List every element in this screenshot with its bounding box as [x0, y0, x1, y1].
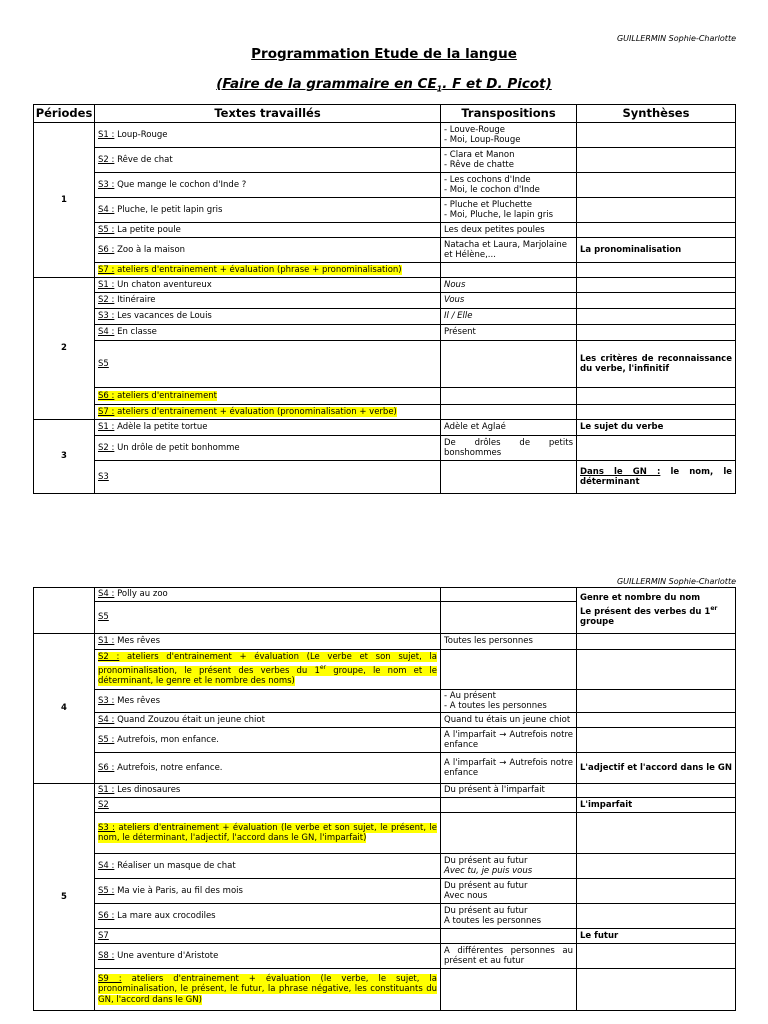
transposition-cell: [441, 813, 577, 854]
synthese-cell: Le sujet du verbe: [577, 420, 736, 436]
text-cell: S4 : Pluche, le petit lapin gris: [95, 198, 441, 223]
transposition-cell: Toutes les personnes: [441, 634, 577, 650]
transposition-cell: Du présent au futur Avec nous: [441, 879, 577, 904]
program-table-page-1: [33, 104, 736, 494]
text-cell: S2: [95, 798, 441, 813]
synthese-cell: [577, 123, 736, 148]
transposition-cell: Il / Elle: [441, 309, 577, 325]
text-cell: S8 : Une aventure d'Aristote: [95, 944, 441, 969]
text-cell: S1 : Adèle la petite tortue: [95, 420, 441, 436]
period-number: 2: [34, 278, 95, 420]
table-row: [34, 173, 736, 198]
text-cell: S6 : ateliers d'entrainement: [95, 388, 441, 405]
synthese-cell: [577, 325, 736, 341]
synthese-cell: La pronominalisation: [577, 238, 736, 263]
transposition-cell: Du présent au futur A toutes les personnes: [441, 904, 577, 929]
table-row: [34, 223, 736, 238]
table-row: [34, 854, 736, 879]
transposition-cell: Quand tu étais un jeune chiot: [441, 713, 577, 728]
synthese-cell: [577, 879, 736, 904]
table-row: [34, 148, 736, 173]
synthese-cell: Le futur: [577, 929, 736, 944]
synthese-cell: [577, 634, 736, 650]
table-row: [34, 278, 736, 293]
text-cell: S1 : Mes rêves: [95, 634, 441, 650]
synthese-cell: [577, 728, 736, 753]
synthese-cell: [577, 904, 736, 929]
transposition-cell: - Au présent - A toutes les personnes: [441, 690, 577, 713]
text-cell: S5 : Autrefois, mon enfance.: [95, 728, 441, 753]
transposition-cell: Du présent au futur Avec tu, je puis vous: [441, 854, 577, 879]
document-subtitle: (Faire de la grammaire en $CE_1$. F et D. Picot): [216, 76, 552, 94]
transposition-cell: A l'imparfait → Autrefois notre enfance: [441, 728, 577, 753]
header-textes: Textes travaillés: [95, 105, 441, 123]
transposition-cell: [441, 388, 577, 405]
text-cell: S2 : Itinéraire: [95, 293, 441, 309]
table-row: [34, 341, 736, 388]
synthese-cell: [577, 293, 736, 309]
table-row: [34, 634, 736, 650]
transposition-cell: [441, 650, 577, 690]
text-cell: S3 : Que mange le cochon d'Inde ?: [95, 173, 441, 198]
text-cell: S4 : Quand Zouzou était un jeune chiot: [95, 713, 441, 728]
table-row: [34, 325, 736, 341]
period-number: 5: [34, 784, 95, 1011]
header-row: [34, 105, 736, 123]
transposition-cell: Du présent à l'imparfait: [441, 784, 577, 798]
text-cell: S9 : ateliers d'entrainement + évaluation (le verbe, le sujet, la pronominalisation, le présent, le futur, la phrase négative, les constituants du GN, l'accord dans le GN): [95, 969, 441, 1011]
text-cell: S5: [95, 341, 441, 388]
period-number: 1: [34, 123, 95, 278]
table-row: [34, 436, 736, 461]
header-syntheses: Synthèses: [577, 105, 736, 123]
table-row: [34, 753, 736, 784]
synthese-cell: [577, 309, 736, 325]
transposition-cell: Présent: [441, 325, 577, 341]
text-cell: S6 : Autrefois, notre enfance.: [95, 753, 441, 784]
table-row: [34, 198, 736, 223]
table-row: [34, 461, 736, 494]
synthese-cell: [577, 854, 736, 879]
period-number: 3: [34, 420, 95, 494]
text-cell: S2 : Rêve de chat: [95, 148, 441, 173]
table-row: [34, 388, 736, 405]
transposition-cell: - Clara et Manon - Rêve de chatte: [441, 148, 577, 173]
synthese-cell: [577, 784, 736, 798]
transposition-cell: [441, 405, 577, 420]
table-row: [34, 650, 736, 690]
synthese-cell: [577, 405, 736, 420]
text-cell: S1 : Les dinosaures: [95, 784, 441, 798]
synthese-cell: [577, 969, 736, 1011]
table-row: [34, 929, 736, 944]
table-row: [34, 263, 736, 278]
text-cell: S7: [95, 929, 441, 944]
text-cell: S3 : ateliers d'entrainement + évaluation (le verbe et son sujet, le présent, le nom, le déterminant, l'adjectif, l'accord dans le GN, l'imparfait): [95, 813, 441, 854]
table-row: [34, 588, 736, 602]
table-row: [34, 405, 736, 420]
text-cell: S2 : Un drôle de petit bonhomme: [95, 436, 441, 461]
text-cell: S3: [95, 461, 441, 494]
synthese-cell: [577, 278, 736, 293]
transposition-cell: [441, 588, 577, 602]
transposition-cell: - Louve-Rouge - Moi, Loup-Rouge: [441, 123, 577, 148]
transposition-cell: [441, 969, 577, 1011]
transposition-cell: [441, 263, 577, 278]
table-row: [34, 969, 736, 1011]
synthese-cell: [577, 650, 736, 690]
text-cell: S5 : Ma vie à Paris, au fil des mois: [95, 879, 441, 904]
table-row: [34, 713, 736, 728]
header-transpositions: Transpositions: [441, 105, 577, 123]
text-cell: S1 : Loup-Rouge: [95, 123, 441, 148]
table-row: [34, 904, 736, 929]
synthese-cell: [577, 690, 736, 713]
text-cell: S6 : Zoo à la maison: [95, 238, 441, 263]
text-cell: S4 : Polly au zoo: [95, 588, 441, 602]
program-table-page-2: [33, 587, 736, 1011]
transposition-cell: De drôles de petits bonshommes: [441, 436, 577, 461]
author-name: GUILLERMIN Sophie-Charlotte: [616, 34, 736, 43]
synthese-cell: [577, 813, 736, 854]
text-cell: S3 : Mes rêves: [95, 690, 441, 713]
transposition-cell: [441, 341, 577, 388]
text-cell: S4 : En classe: [95, 325, 441, 341]
synthese-cell: [577, 713, 736, 728]
transposition-cell: [441, 798, 577, 813]
text-cell: S5 : La petite poule: [95, 223, 441, 238]
text-cell: S4 : Réaliser un masque de chat: [95, 854, 441, 879]
transposition-cell: Nous: [441, 278, 577, 293]
transposition-cell: [441, 461, 577, 494]
synthese-cell: L'adjectif et l'accord dans le GN: [577, 753, 736, 784]
table-row: [34, 293, 736, 309]
period-cell: [34, 588, 95, 634]
synthese-cell: Les critères de reconnaissance du verbe, l'infinitif: [577, 341, 736, 388]
transposition-cell: A différentes personnes au présent et au futur: [441, 944, 577, 969]
table-row: [34, 238, 736, 263]
synthese-cell: [577, 148, 736, 173]
text-cell: S6 : La mare aux crocodiles: [95, 904, 441, 929]
table-row: [34, 420, 736, 436]
synthese-cell: Genre et nombre du nom Le présent des verbes du 1er groupe: [577, 588, 736, 634]
transposition-cell: - Les cochons d'Inde - Moi, le cochon d'Inde: [441, 173, 577, 198]
synthese-cell: [577, 223, 736, 238]
synthese-cell: [577, 436, 736, 461]
table-row: [34, 798, 736, 813]
table-row: [34, 728, 736, 753]
table-row: [34, 879, 736, 904]
transposition-cell: - Pluche et Pluchette - Moi, Pluche, le lapin gris: [441, 198, 577, 223]
table-row: [34, 784, 736, 798]
document-title: Programmation Etude de la langue: [251, 46, 517, 62]
transposition-cell: Natacha et Laura, Marjolaine et Hélène,...: [441, 238, 577, 263]
synthese-cell: [577, 944, 736, 969]
table-row: [34, 123, 736, 148]
transposition-cell: [441, 929, 577, 944]
transposition-cell: Vous: [441, 293, 577, 309]
transposition-cell: Les deux petites poules: [441, 223, 577, 238]
text-cell: S5: [95, 602, 441, 634]
text-cell: S7 : ateliers d'entrainement + évaluation (pronominalisation + verbe): [95, 405, 441, 420]
author-name: GUILLERMIN Sophie-Charlotte: [616, 577, 736, 586]
table-row: [34, 944, 736, 969]
text-cell: S3 : Les vacances de Louis: [95, 309, 441, 325]
transposition-cell: A l'imparfait → Autrefois notre enfance: [441, 753, 577, 784]
synthese-cell: Dans le GN : le nom, le déterminant: [577, 461, 736, 494]
text-cell: S7 : ateliers d'entrainement + évaluation (phrase + pronominalisation): [95, 263, 441, 278]
text-cell: S2 : ateliers d'entrainement + évaluation (Le verbe et son sujet, la pronominalisation, le présent des verbes du 1er groupe, le nom et le déterminant, le genre et le nombre des noms): [95, 650, 441, 690]
synthese-cell: [577, 263, 736, 278]
table-row: [34, 309, 736, 325]
table-row: [34, 813, 736, 854]
header-periodes: Périodes: [34, 105, 95, 123]
transposition-cell: Adèle et Aglaé: [441, 420, 577, 436]
synthese-cell: [577, 388, 736, 405]
period-number: 4: [34, 634, 95, 784]
table-row: [34, 690, 736, 713]
transposition-cell: [441, 602, 577, 634]
text-cell: S1 : Un chaton aventureux: [95, 278, 441, 293]
synthese-cell: L'imparfait: [577, 798, 736, 813]
synthese-cell: [577, 198, 736, 223]
synthese-cell: [577, 173, 736, 198]
